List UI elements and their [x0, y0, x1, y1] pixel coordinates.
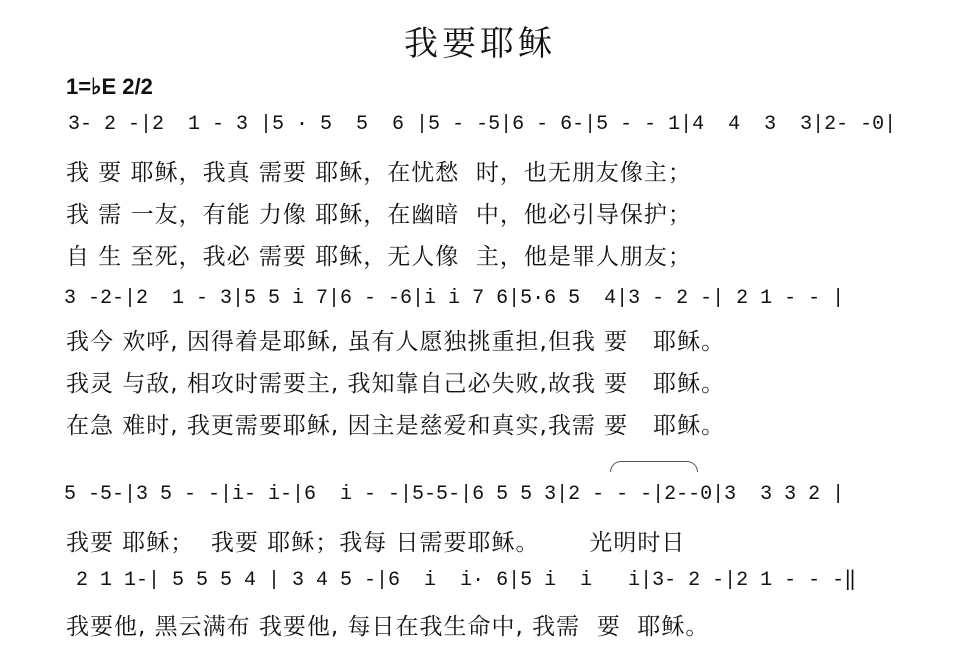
lyric-line [0, 411, 960, 441]
lyric-line [0, 200, 960, 230]
lyric-line [0, 369, 960, 399]
song-title: 我要耶稣 [404, 24, 556, 64]
lyric-line [0, 242, 960, 272]
lyric-line [0, 612, 960, 642]
tie-arc [610, 461, 698, 472]
lyric-text: 我今 欢呼, 因得着是耶稣, 虽有人愿独挑重担,但我 要 耶稣。 [66, 329, 726, 355]
notation-line [0, 284, 960, 314]
lyric-text: 我要他, 黑云满布 我要他, 每日在我生命中, 我需 要 耶稣。 [66, 614, 710, 640]
notation-line [0, 110, 960, 140]
key-signature: 1=♭E 2/2 [66, 74, 153, 99]
notation-text: 3- 2 -|2 1 - 3 |5 · 5 5 6 |5 - -5|6 - 6-|5 - - 1|4 4 3 3|2- -0| [68, 113, 897, 136]
lyric-line [0, 528, 960, 558]
lyric-line [0, 158, 960, 188]
lyric-text: 自 生 至死，我必 需要 耶稣，无人像 主，他是罪人朋友； [66, 244, 692, 270]
lyric-text: 我灵 与敌, 相攻时需要主, 我知靠自己必失败,故我 要 耶稣。 [66, 371, 726, 397]
notation-text: 5 -5-|3 5 - -|i- i-|6 i - -|5-5-|6 5 5 3|2 - - -|2--0|3 3 3 2 | [64, 483, 845, 506]
notation-line [0, 566, 960, 596]
notation-text: 2 1 1-| 5 5 5 4 | 3 4 5 -|6 i i· 6|5 i i i|3- 2 -|2 1 - - -‖ [64, 569, 857, 592]
lyric-text: 在急 难时, 我更需要耶稣, 因主是慈爱和真实,我需 要 耶稣。 [66, 413, 726, 439]
lyric-line [0, 327, 960, 357]
lyric-text: 我要 耶稣； 我要 耶稣；我每 日需要耶稣。 光明时日 [66, 530, 686, 556]
lyric-text: 我 需 一友，有能 力像 耶稣，在幽暗 中，他必引导保护； [66, 202, 692, 228]
notation-line [0, 480, 960, 510]
lyric-text: 我 要 耶稣，我真 需要 耶稣，在忧愁 时，也无朋友像主； [66, 160, 692, 186]
notation-text: 3 -2-|2 1 - 3|5 5 i 7|6 - -6|i i 7 6|5·6 5 4|3 - 2 -| 2 1 - - | [64, 287, 845, 310]
